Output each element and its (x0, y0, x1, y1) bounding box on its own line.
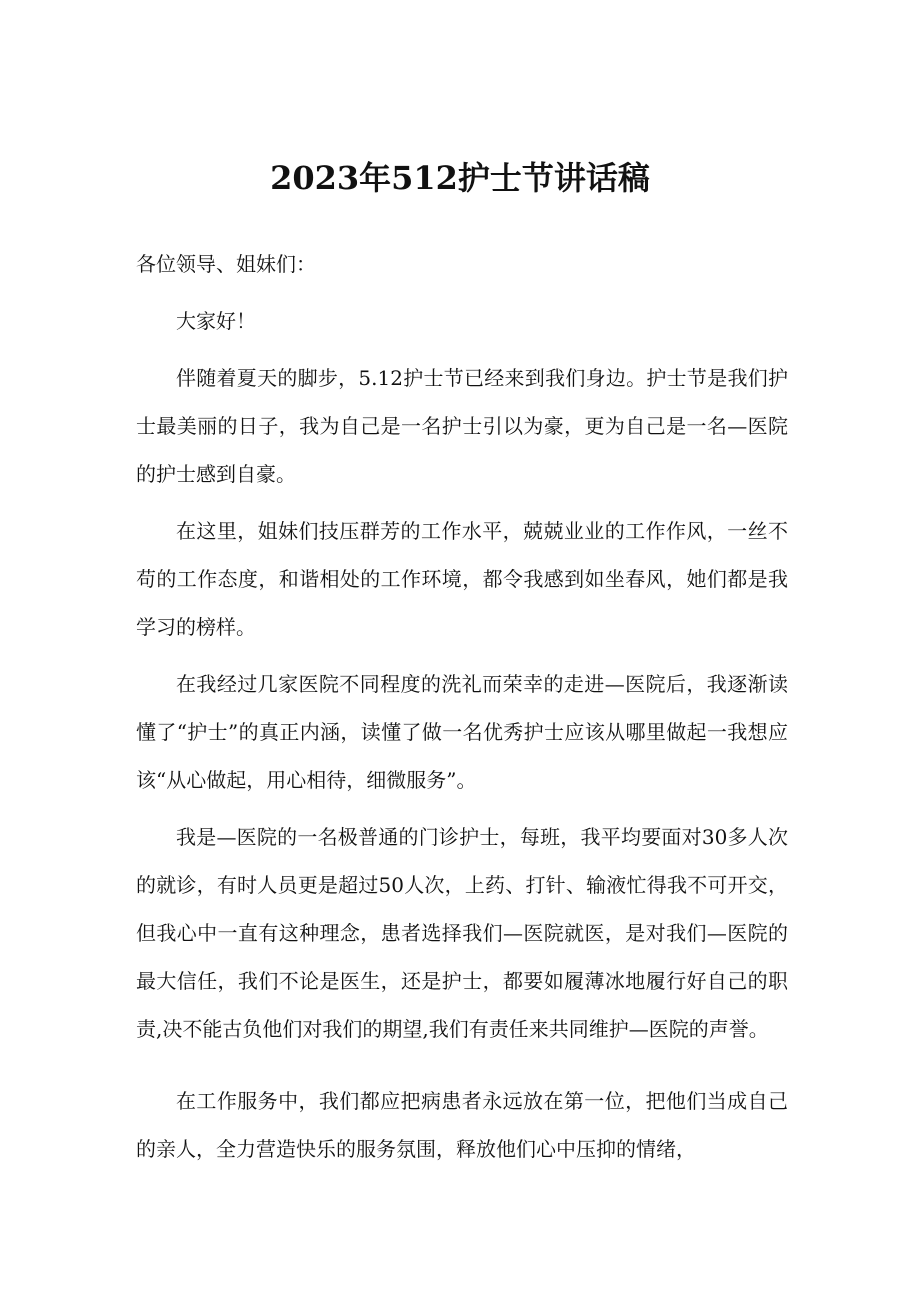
salutation: 各位领导、姐妹们： (136, 252, 316, 276)
paragraph-3: 在我经过几家医院不同程度的洗礼而荣幸的走进—医院后，我逐渐读懂了“护士”的真正内涵，读懂了做一名优秀护士应该从哪里做起一我想应该“从心做起，用心相待，细微服务”。 (136, 672, 788, 792)
paragraph-4: 我是—医院的一名极普通的门诊护士，每班，我平均要面对30多人次的就诊，有时人员更是超过50人次，上药、打针、输液忙得我不可开交，但我心中一直有这种理念，患者选择我们—医院就医，是对我们—医院的最大信任，我们不论是医生，还是护士，都要如履薄冰地履行好自己的职责,决不能古负他们对我们的期望,我们有责任来共同维护—医院的声誉。 (136, 825, 788, 1041)
paragraph-5: 在工作服务中，我们都应把病患者永远放在第一位，把他们当成自己的亲人，全力营造快乐的服务氛围，释放他们心中压抑的情绪， (136, 1089, 788, 1161)
document-title: 2023年512护士节讲话稿 (270, 159, 650, 197)
paragraph-1: 伴随着夏天的脚步，5.12护士节已经来到我们身边。护士节是我们护士最美丽的日子，我为自己是一名护士引以为豪，更为自己是一名—医院的护士感到自豪。 (136, 366, 788, 486)
paragraph-2: 在这里，姐妹们技压群芳的工作水平，兢兢业业的工作作风，一丝不苟的工作态度，和谐相处的工作环境，都令我感到如坐春风，她们都是我学习的榜样。 (136, 519, 788, 639)
paragraph-greeting: 大家好！ (176, 309, 256, 333)
document-body (136, 240, 788, 1182)
